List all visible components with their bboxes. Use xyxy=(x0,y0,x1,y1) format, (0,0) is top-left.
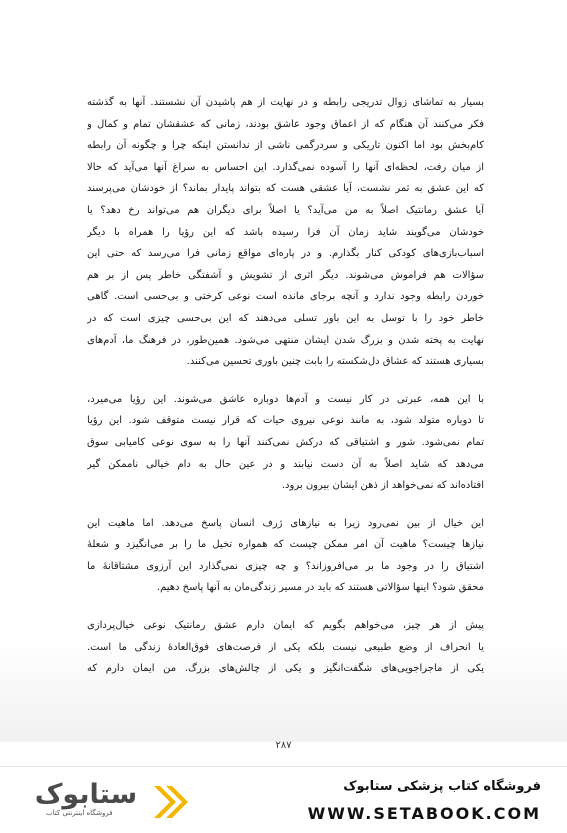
logo-subtitle: فروشگاه اینترنتی کتاب xyxy=(46,809,113,817)
text-line: یا انحراف از وضع طبیعی نیست بلکه یکی از فرصت‌های فوق‌العادهٔ زندگی ما است. xyxy=(87,641,484,653)
text-line: خاطر خود را با توسل به این باور تسلی می‌دهند که این بی‌حسی چیزی است که در xyxy=(87,312,484,324)
text-line: از میان رفت، لحظه‌ای آنها را آسوده نمی‌گذارد. این احساس به سراغ آنها می‌آید که حالا xyxy=(87,161,484,173)
store-footer-banner xyxy=(0,766,567,833)
text-line: یکی از ماجراجویی‌های شگفت‌انگیز و یکی از چالش‌های بزرگ. من ایمان دارم که xyxy=(87,663,484,675)
text-line: خوردن رابطه وجود ندارد و آنچه برجای مانده است نوعی کرختی و بی‌حسی است. گاهی xyxy=(87,291,484,303)
text-line: این خیال از بین نمی‌رود زیرا به نیازهای ژرف انسان پاسخ می‌دهد. اما ماهیت این xyxy=(87,517,484,529)
text-line: بسیاری هستند که عشاق دل‌شکسته را بابت چنین باوری تحسین می‌کنند. xyxy=(186,356,484,368)
paragraph-1 xyxy=(87,92,484,373)
text-line: اشتیاق را در وجود ما بر می‌افروزاند؟ و چه چیزی نمی‌گذارد این آرزوی مشتاقانهٔ ما xyxy=(87,560,484,572)
text-line: با این همه، عبرتی در کار نیست و آدم‌ها دوباره عاشق می‌شوند. این رؤیا می‌میرد، xyxy=(87,393,484,405)
logo-wordmark: ستابوک xyxy=(34,779,138,810)
body-text xyxy=(87,92,484,680)
text-line: کام‌بخش بود اما اکنون تاریکی و سردرگمی ناشی از ندانستن اینکه چرا و چگونه آن رابطه xyxy=(87,140,484,152)
store-logo xyxy=(28,781,192,823)
text-line: بسیار به تماشای زوال تدریجی رابطه و در نهایت از هم پاشیدن آن نشستند. آنها به گذشته xyxy=(87,97,484,108)
paragraph-2 xyxy=(87,389,484,497)
text-line: پیش از هر چیز، می‌خواهم بگویم که ایمان دارم عشق رمانتیک نوعی خیال‌پردازی xyxy=(87,620,484,632)
text-line: تمام نمی‌شود. شور و اشتیاقی که درکش نمی‌کنند آنها را به سوی نوعی کامیابی سوق xyxy=(87,436,484,448)
store-url-link[interactable]: WWW.SETABOOK.COM xyxy=(307,804,541,823)
store-name: فروشگاه کتاب پزشکی ستابوک xyxy=(343,779,541,794)
paragraph-3 xyxy=(87,513,484,599)
text-line: اسباب‌بازی‌های کودکی کنار بگذارم. و در پاره‌ای مواقع زمانی فرا می‌رسد که حتی این xyxy=(87,248,484,260)
text-line: می‌دهد که شاید اصلاً به آن دست نیابند و در عین حال به دام خیالی ناممکن گیر xyxy=(87,458,484,470)
text-line: محقق شود؟ اینها سؤالاتی هستند که باید در مسیر زندگی‌مان به آنها پاسخ دهیم. xyxy=(156,582,484,594)
chevron-right-icon xyxy=(150,783,192,821)
text-line: فکر می‌کنند آن هنگام که از اعماق وجود عاشق بودند، زمانی که عشقشان تمام و کمال و xyxy=(87,118,484,130)
text-line: نهایت به پخته شدن و بزرگ شدن ایشان منتهی می‌شود. همین‌طور، در فرهنگ ما، آدم‌های xyxy=(87,334,484,346)
text-line: سؤالات هم فراموش می‌شوند. دیگر اثری از تشویش و آشفتگی خاطر پس از بر هم xyxy=(87,269,484,281)
text-line: تا دوباره متولد شود، به مانند نوعی نیروی حیات که قرار نیست متوقف شود. این رؤیا xyxy=(87,415,484,427)
text-line: که این عشق به ثمر نشست، آیا عشقی هست که بتواند پایدار بماند؟ از خودشان می‌پرسند xyxy=(87,183,484,195)
paragraph-4 xyxy=(87,615,484,680)
text-line: آیا عشق رمانتیک اصلاً به من می‌آید؟ یا اصلاً برای دیگران هم می‌تواند رخ دهد؟ یا xyxy=(87,204,484,216)
text-line: خودشان می‌گویند شاید زمان آن فرا رسیده باشد که این رؤیا را همراه با دیگر xyxy=(87,226,484,238)
page-number: ۲۸۷ xyxy=(275,740,292,751)
text-line: افتاده‌اند که نمی‌خواهد از ذهن ایشان بیرون برود. xyxy=(281,480,484,492)
text-line: نیازها چیست؟ ماهیت آن امر ممکن چیست که همواره تخیل ما را بر می‌انگیزد و شعلهٔ xyxy=(87,539,484,551)
